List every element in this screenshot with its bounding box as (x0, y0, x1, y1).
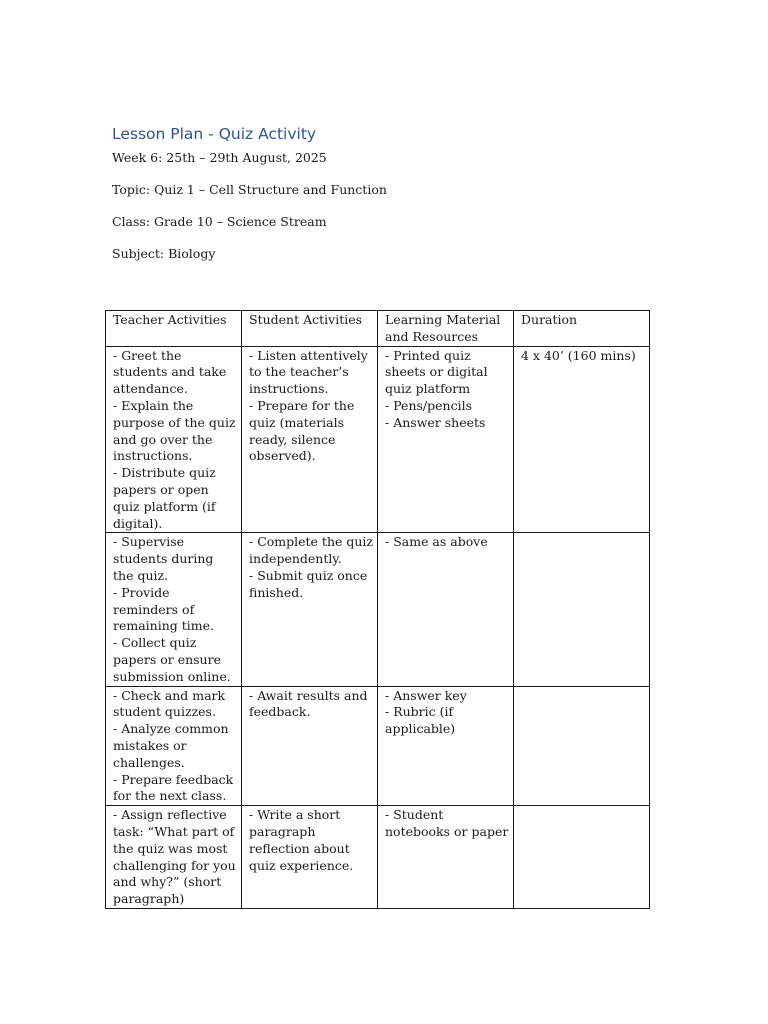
student-activity-line: - Submit quiz once finished. (249, 567, 368, 600)
resource-line: - Pens/pencils (385, 397, 472, 413)
header-teacher-activities: Teacher Activities (106, 311, 242, 347)
class-line: Class: Grade 10 – Science Stream (112, 214, 327, 229)
lesson-plan-table (105, 310, 650, 909)
table-row (106, 686, 650, 806)
table-header-row (106, 311, 650, 347)
student-activities-cell (242, 346, 378, 533)
resource-line: - Printed quiz sheets or digital quiz platform (385, 347, 488, 397)
table-row (106, 346, 650, 533)
student-activity-line: - Listen attentively to the teacher’s instructions. (249, 347, 368, 397)
teacher-activity-line: - Collect quiz papers or ensure submission online. (113, 635, 231, 684)
resource-line: - Rubric (if applicable) (385, 704, 456, 737)
duration-cell (514, 533, 650, 686)
resource-line: - Answer sheets (385, 414, 486, 430)
student-activities-cell (242, 686, 378, 806)
duration-cell (514, 686, 650, 806)
resource-line: - Student notebooks or paper (385, 807, 509, 839)
teacher-activity-line: - Distribute quiz papers or open quiz platform (if digital). (113, 465, 216, 531)
teacher-activities-cell (106, 533, 242, 686)
resource-line: - Answer key (385, 687, 467, 703)
teacher-activity-line: - Check and mark student quizzes. (113, 687, 226, 720)
table-row (106, 806, 650, 909)
resources-cell (378, 346, 514, 533)
teacher-activity-line: - Supervise students during the quiz. (113, 534, 214, 583)
topic-line: Topic: Quiz 1 – Cell Structure and Function (112, 182, 387, 197)
teacher-activities-cell (106, 686, 242, 806)
duration-cell: 4 x 40’ (160 mins) (514, 346, 650, 533)
student-activity-line: - Write a short paragraph reflection about quiz experience. (249, 807, 354, 873)
teacher-activity-line: - Assign reflective task: “What part of the quiz was most challenging for you and why?” (short paragraph) (113, 807, 236, 907)
resource-line: - Same as above (385, 534, 488, 550)
resources-cell (378, 806, 514, 909)
student-activity-line: - Await results and feedback. (249, 687, 368, 720)
teacher-activity-line: - Explain the purpose of the quiz and go over the instructions. (113, 397, 236, 464)
subject-line: Subject: Biology (112, 246, 216, 261)
page-title: Lesson Plan - Quiz Activity (112, 125, 317, 143)
duration-cell (514, 806, 650, 909)
teacher-activity-line: - Greet the students and take attendance. (113, 347, 227, 397)
student-activity-line: - Complete the quiz independently. (249, 534, 374, 567)
student-activity-line: - Prepare for the quiz (materials ready, silence observed). (249, 397, 355, 464)
resources-cell (378, 533, 514, 686)
teacher-activity-line: - Prepare feedback for the next class. (113, 771, 234, 804)
week-line: Week 6: 25th – 29th August, 2025 (112, 150, 327, 165)
student-activities-cell (242, 533, 378, 686)
teacher-activities-cell (106, 346, 242, 533)
header-duration: Duration (514, 311, 650, 347)
header-learning-material: Learning Material and Resources (378, 311, 514, 347)
resources-cell (378, 686, 514, 806)
teacher-activity-line: - Provide reminders of remaining time. (113, 584, 214, 634)
teacher-activity-line: - Analyze common mistakes or challenges. (113, 721, 229, 770)
header-student-activities: Student Activities (242, 311, 378, 347)
table-row (106, 533, 650, 686)
teacher-activities-cell (106, 806, 242, 909)
student-activities-cell (242, 806, 378, 909)
